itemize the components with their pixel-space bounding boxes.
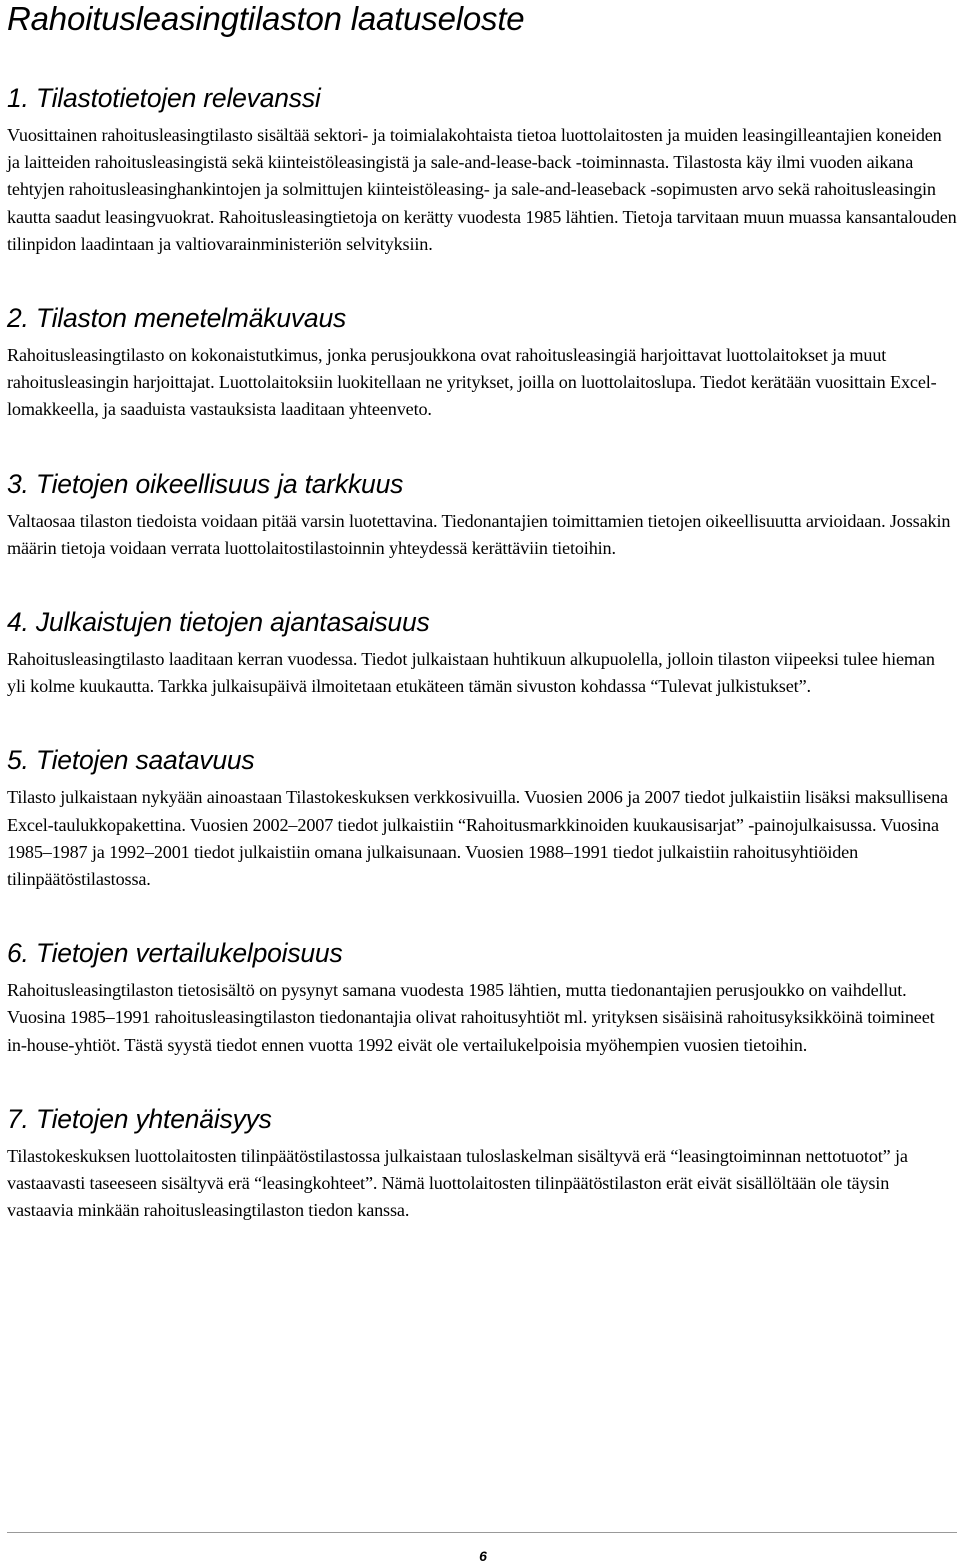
section-heading: 6. Tietojen vertailukelpoisuus [7, 938, 343, 969]
section-comparability [7, 937, 957, 1059]
document-title: Rahoitusleasingtilaston laatuseloste [7, 0, 525, 37]
section-heading: 4. Julkaistujen tietojen ajantasaisuus [7, 607, 430, 638]
section-accuracy [7, 468, 957, 562]
section-body: Rahoitusleasingtilasto on kokonaistutkimus, jonka perusjoukkona ovat rahoitusleasingiä harjoittavat luottolaitokset ja muut rahoitusleasingin harjoittajat. Luottolaitoksiin luokitellaan ne yritykset, joilla on luottolaitoslupa. Tiedot kerätään vuosittain Excel-lomakkeella, ja saaduista vastauksista laaditaan yhteenveto. [7, 345, 937, 420]
section-availability [7, 744, 957, 893]
section-heading: 2. Tilaston menetelmäkuvaus [7, 303, 347, 334]
section-coherence [7, 1103, 957, 1225]
section-body: Valtaosaa tilaston tiedoista voidaan pitää varsin luotettavina. Tiedonantajien toimittamien tietojen oikeellisuutta arvioidaan. Jossakin määrin tietoja voidaan verrata luottolaitostilastoinnin yhteydessä kerättäviin tietoihin. [7, 510, 951, 558]
section-relevance [7, 82, 957, 258]
section-body: Tilasto julkaistaan nykyään ainoastaan Tilastokeskuksen verkkosivuilla. Vuosien 2006 ja 2007 tiedot julkaistiin lisäksi maksullisena Excel-taulukkopakettina. Vuosien 2002–2007 tiedot julkaistiin “Rahoitusmarkkinoiden kuukausisarjat” -painojulkaisussa. Vuosina 1985–1987 ja 1992–2001 tiedot julkaistiin omana julkaisunaan. Vuosien 1988–1991 tiedot julkaistiin rahoitusyhtiöiden tilinpäätöstilastossa. [7, 787, 948, 890]
section-body: Tilastokeskuksen luottolaitosten tilinpäätöstilastossa julkaistaan tuloslaskelman sisältyvä erä “leasingtoiminnan nettotuotot” ja vastaavasti taseeseen sisältyvä erä “leasingkohteet”. Nämä luottolaitosten tilinpäätöstilaston erät eivät sisällöltään ole täysin vastaavia minkään rahoitusleasingtilaston tiedon kanssa. [7, 1145, 908, 1221]
section-body: Rahoitusleasingtilaston tietosisältö on pysynyt samana vuodesta 1985 lähtien, mutta tiedonantajien perusjoukko on vaihdellut. Vuosina 1985–1991 rahoitusleasingtilaston tiedonantajia olivat rahoitusyhtiöt ml. yrityksen sisäisinä rahoitusyksikköinä toimineet in-house-yhtiöt. Tästä syystä tiedot ennen vuotta 1992 eivät ole vertailukelpoisia myöhempien vuosien tietoihin. [7, 980, 935, 1055]
document-page [7, 0, 957, 1224]
section-timeliness [7, 606, 957, 700]
section-body: Vuosittainen rahoitusleasingtilasto sisältää sektori- ja toimialakohtaista tietoa luottolaitosten ja muiden leasingilleantajien koneiden ja laitteiden rahoitusleasingistä sekä kiinteistöleasingistä ja sale-and-lease-back -toiminnasta. Tilastosta käy ilmi vuoden aikana tehtyjen rahoitusleasinghankintojen ja solmittujen kiinteistöleasing- ja sale-and-leaseback -sopimusten arvo sekä rahoitusleasingin kautta saadut leasingvuokrat. Rahoitusleasingtietoja on kerätty vuodesta 1985 lähtien. Tietoja tarvitaan muun muassa kansantalouden tilinpidon laadintaan ja valtiovarainministeriön selvityksiin. [7, 125, 957, 254]
footer-divider [7, 1532, 957, 1533]
section-heading: 3. Tietojen oikeellisuus ja tarkkuus [7, 468, 404, 499]
section-heading: 5. Tietojen saatavuus [7, 745, 255, 776]
section-heading: 7. Tietojen yhtenäisyys [7, 1103, 272, 1134]
page-number: 6 [479, 1548, 487, 1564]
section-heading: 1. Tilastotietojen relevanssi [7, 83, 321, 113]
section-body: Rahoitusleasingtilasto laaditaan kerran vuodessa. Tiedot julkaistaan huhtikuun alkupuolella, jolloin tilaston viipeeksi tulee hieman yli kolme kuukautta. Tarkka julkaisupäivä ilmoitetaan etukäteen tämän sivuston kohdassa “Tulevat julkistukset”. [7, 649, 935, 697]
section-methodology [7, 302, 957, 424]
